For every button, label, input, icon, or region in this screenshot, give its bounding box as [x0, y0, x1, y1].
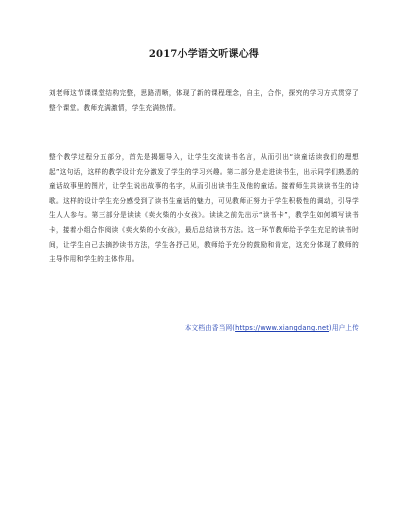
source-link[interactable]: https://www.xiangdang.net: [235, 324, 330, 332]
footer-prefix: 本文档由香当网(: [184, 324, 236, 332]
paragraph-1: 刘老师这节课课堂结构完整，思路清晰，体现了新的课程理念，自主，合作，探究的学习方式贯穿了整个课堂。教师充满激情，学生充满热情。: [49, 89, 359, 112]
footer-suffix: )用户上传: [329, 324, 359, 332]
paragraph-2: 整个教学过程分五部分，首先是揭题导入，让学生交流读书名言，从而引出“读童话读我们的理想起”这句话，这样的教学设计充分激发了学生的学习兴趣。第二部分是走进读书生，出示同学们熟悉的童话故事里的图片，让学生说出故事的名字，从而引出读书生及他的童话。接着师生共读读书生的诗歌。这样的设计学生充分感受到了读书生童话的魅力，可见教师正努力于学生积极性的调动，引导学生人人参与。第三部分是读读《卖火柴的小女孩》。读读之前先出示“读书卡”，教学生如何填写读书卡，接着小组合作阅读《卖火柴的小女孩》，最后总结读书方法。这一环节教师给予学生充足的读书时间，让学生自己去摘抄读书方法，学生各抒己见，教师给予充分的鼓励和肯定，这充分体现了教师的主导作用和学生的主体作用。: [49, 153, 359, 264]
document-title: 2017小学语文听课心得: [148, 49, 260, 60]
source-footer: [49, 323, 359, 333]
